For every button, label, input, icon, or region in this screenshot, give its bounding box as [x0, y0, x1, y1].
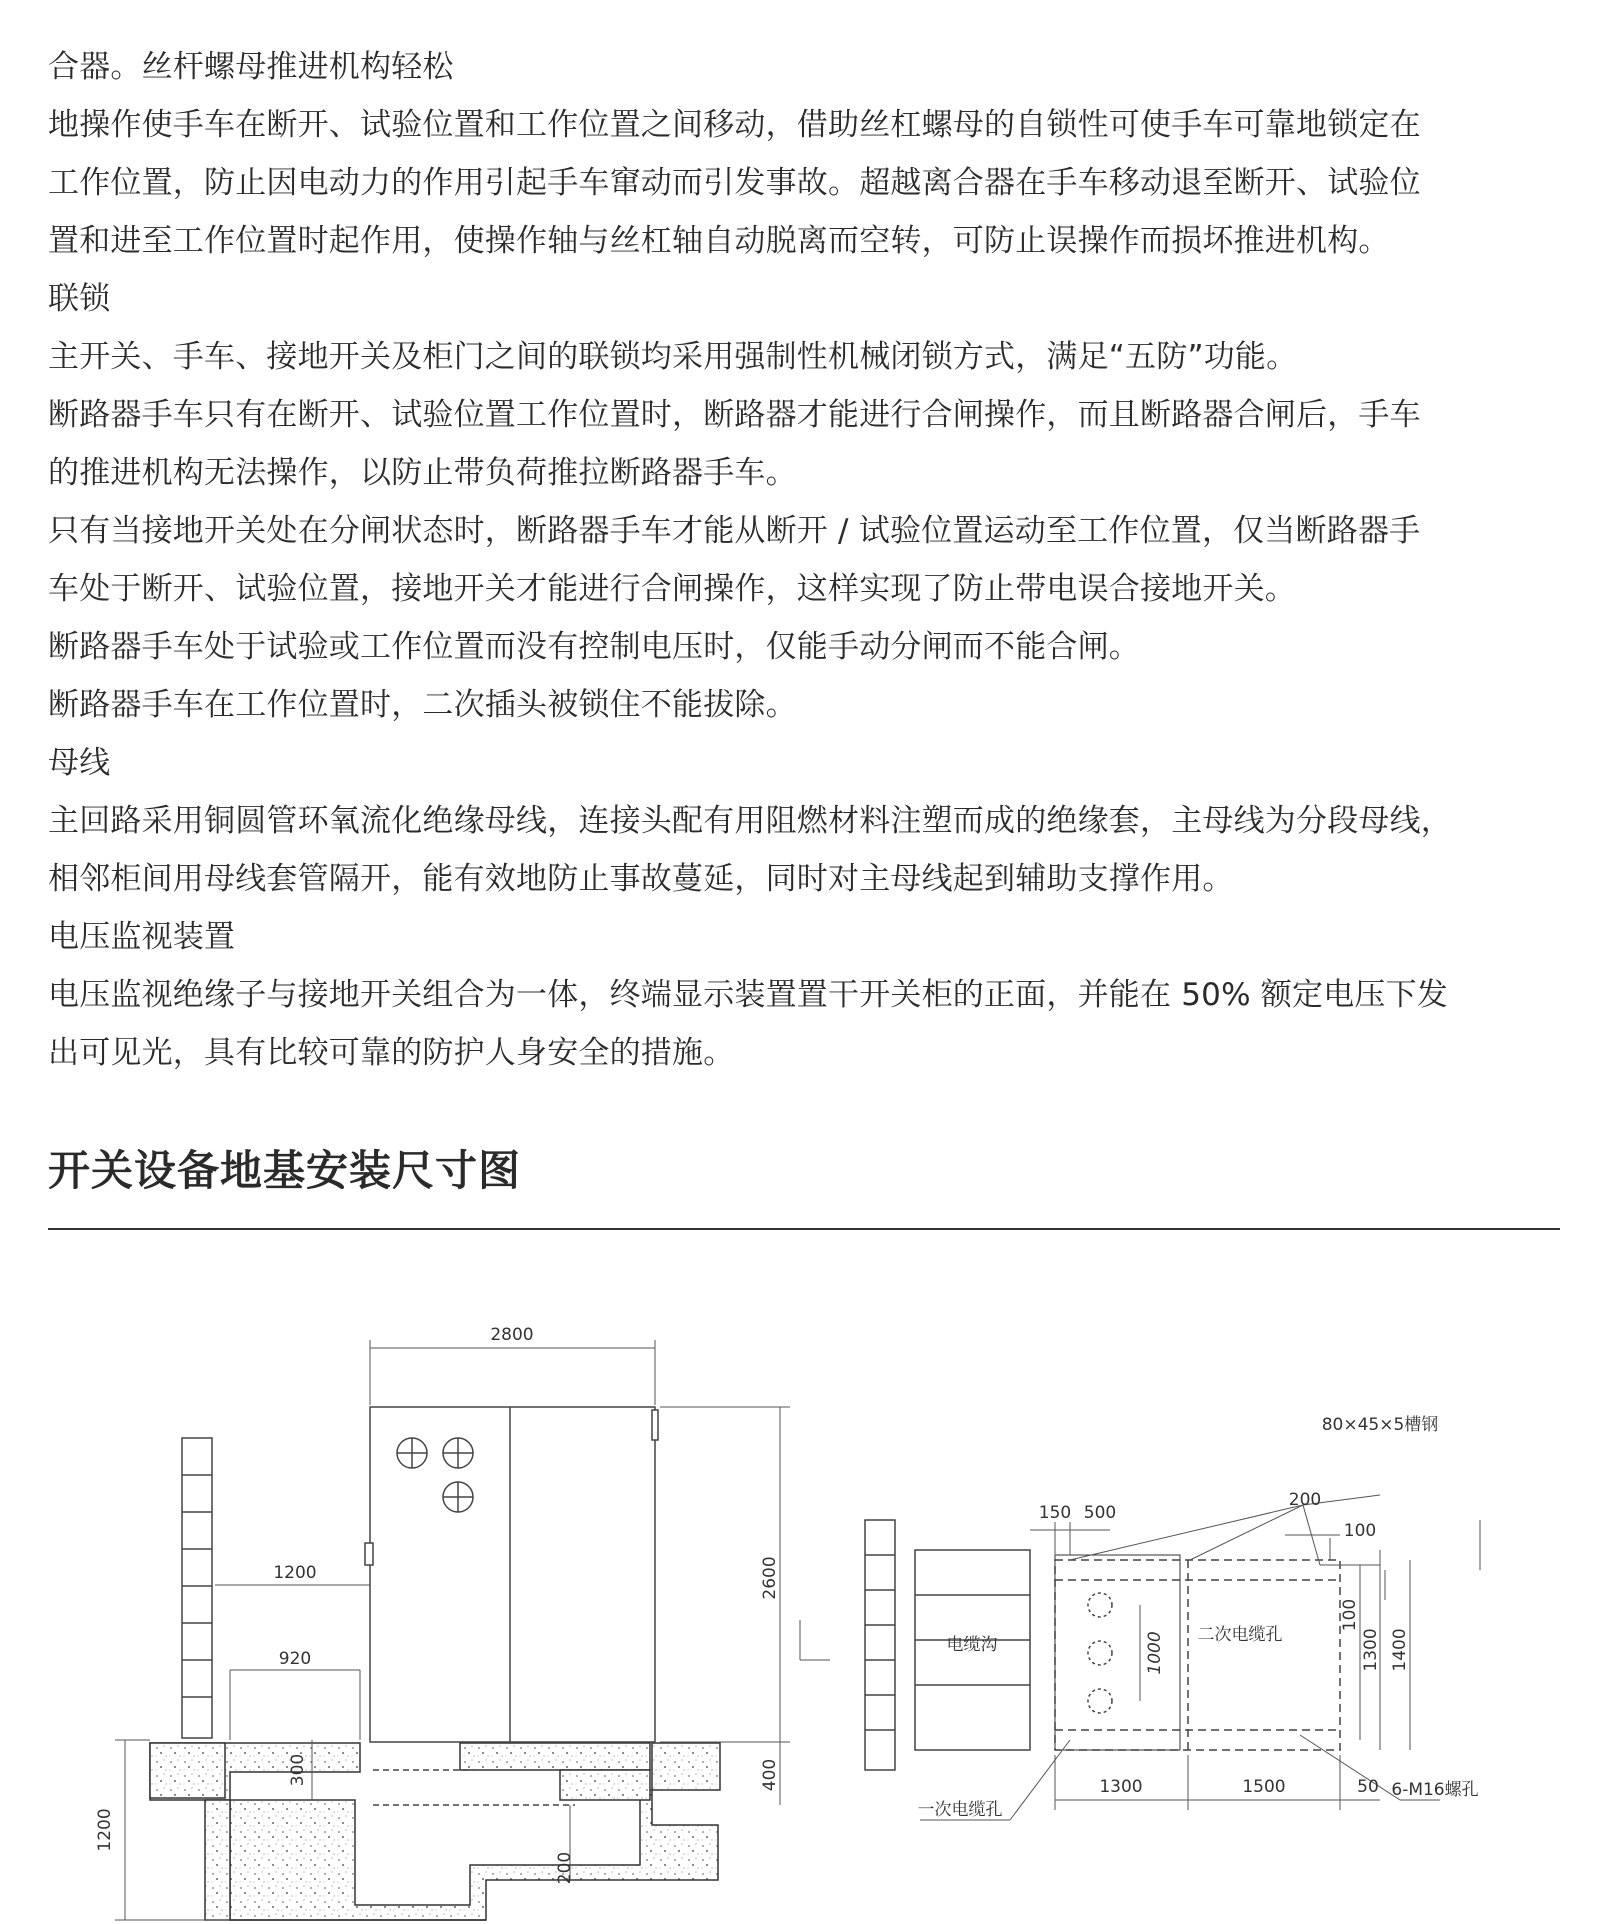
- dim-2600: 2600: [760, 1556, 780, 1600]
- primary-cable-holes: [1088, 1593, 1112, 1713]
- paragraph-line: 主开关、手车、接地开关及柜门之间的联锁均采用强制性机械闭锁方式，满足“五防”功能。: [48, 339, 1298, 375]
- dim-1300-horizontal: 1300: [1099, 1777, 1143, 1797]
- dim-1200-pit: 1200: [95, 1808, 115, 1852]
- title-divider: [48, 1228, 1560, 1230]
- dim-500: 500: [1083, 1503, 1117, 1523]
- label-bolt-holes: 6-M16螺孔: [1391, 1780, 1479, 1800]
- dim-1200-aisle: 1200: [273, 1563, 317, 1583]
- side-view: [115, 1340, 830, 1920]
- label-primary-cable-hole: 一次电缆孔: [917, 1800, 1003, 1820]
- plan-wall: [865, 1520, 895, 1770]
- dim-50: 50: [1357, 1777, 1379, 1797]
- dim-300: 300: [288, 1753, 308, 1787]
- paragraph-line: 置和进至工作位置时起作用，使操作轴与丝杠轴自动脱离而空转，可防止误操作而损坏推进机构。: [48, 223, 1390, 259]
- left-wall: [182, 1438, 212, 1738]
- dim-2800: 2800: [490, 1325, 534, 1345]
- dim-100-top: 100: [1343, 1521, 1377, 1541]
- dim-920: 920: [278, 1649, 312, 1669]
- channel-frame: [1055, 1555, 1340, 1750]
- paragraph-line: 车处于断开、试验位置，接地开关才能进行合闸操作，这样实现了防止带电误合接地开关。: [48, 571, 1296, 607]
- subheading-interlock: 联锁: [48, 281, 111, 317]
- paragraph-line: 出可见光，具有比较可靠的防护人身安全的措施。: [48, 1035, 735, 1071]
- dim-1400: 1400: [1390, 1628, 1410, 1672]
- section-title: 开关设备地基安装尺寸图: [48, 1146, 522, 1195]
- paragraph-line: 相邻柜间用母线套管隔开，能有效地防止事故蔓延，同时对主母线起到辅助支撑作用。: [48, 861, 1234, 897]
- paragraph-line: 的推进机构无法操作，以防止带负荷推拉断路器手车。: [48, 455, 797, 491]
- paragraph-line: 工作位置，防止因电动力的作用引起手车窜动而引发事故。超越离合器在手车移动退至断开、试验位: [48, 165, 1421, 201]
- subheading-voltage-monitor: 电压监视装置: [48, 919, 236, 955]
- dim-1500: 1500: [1242, 1777, 1286, 1797]
- paragraph-line: 地操作使手车在断开、试验位置和工作位置之间移动，借助丝杠螺母的自锁性可使手车可靠地锁定在: [48, 107, 1421, 143]
- paragraph-line: 主回路采用铜圆管环氧流化绝缘母线，连接头配有用阻燃材料注塑而成的绝缘套，主母线为分段母线，: [48, 803, 1452, 839]
- plan-view: [865, 1495, 1480, 1820]
- dim-150: 150: [1038, 1503, 1072, 1523]
- dim-200-bottom: 200: [555, 1851, 575, 1885]
- body-text: [48, 38, 1568, 1082]
- foundation-drawing: [0, 1240, 1608, 1924]
- paragraph-line: 断路器手车在工作位置时，二次插头被锁住不能拔除。: [48, 687, 797, 723]
- paragraph-line: 断路器手车处于试验或工作位置而没有控制电压时，仅能手动分闸而不能合闸。: [48, 629, 1140, 665]
- paragraph-line: 合器。丝杆螺母推进机构轻松: [48, 49, 454, 85]
- paragraph-line: 电压监视绝缘子与接地开关组合为一体，终端显示装置置干开关柜的正面，并能在 50% 额定电压下发: [48, 977, 1449, 1013]
- dim-100-side: 100: [1340, 1598, 1360, 1632]
- paragraph-line: 断路器手车只有在断开、试验位置工作位置时，断路器才能进行合闸操作，而且断路器合闸后，手车: [48, 397, 1421, 433]
- dim-1300-vertical: 1300: [1361, 1628, 1381, 1672]
- subheading-busbar: 母线: [48, 745, 111, 781]
- dim-1000: 1000: [1145, 1631, 1165, 1675]
- label-cable-trench: 电缆沟: [946, 1635, 998, 1655]
- dim-200-plan: 200: [1288, 1490, 1322, 1510]
- label-channel-steel: 80×45×5槽钢: [1321, 1415, 1439, 1435]
- paragraph-line: 只有当接地开关处在分闸状态时，断路器手车才能从断开 / 试验位置运动至工作位置，仅当断路器手: [48, 513, 1421, 549]
- label-secondary-cable-hole: 二次电缆孔: [1197, 1625, 1283, 1645]
- dim-400: 400: [760, 1758, 780, 1792]
